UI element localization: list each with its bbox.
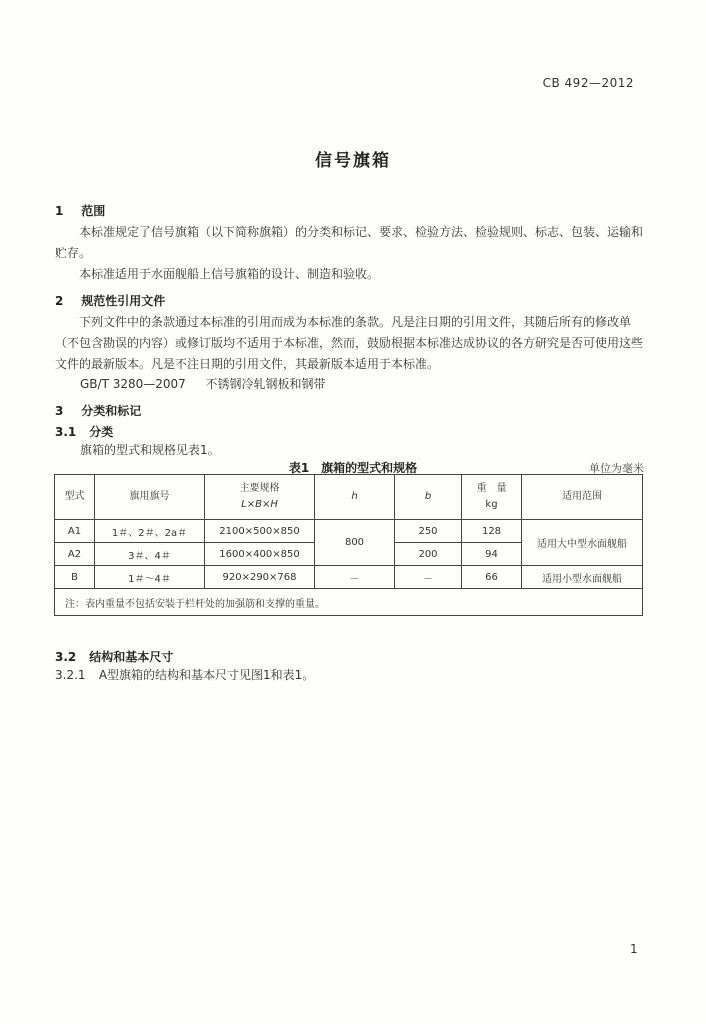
section-number: 3.2.1: [55, 668, 86, 682]
section-title: 分类: [89, 425, 114, 439]
header-spec-dimensions: L×B×H: [241, 499, 278, 510]
cell-spec: 920×290×768: [205, 566, 315, 589]
cell-h-merged: 800: [315, 520, 395, 566]
normative-reference: [80, 375, 325, 392]
spec-table: [54, 474, 643, 616]
reference-title: 不锈钢冷轧钢板和钢带: [205, 377, 326, 391]
reference-code: GB/T 3280—2007: [80, 377, 186, 391]
page-title: 信号旗箱: [315, 151, 391, 171]
table-row: [55, 520, 643, 543]
header-spec-label: 主要规格: [239, 483, 280, 494]
section-1-paragraph-2: 本标准适用于水面舰船上信号旗箱的设计、制造和验收。: [79, 267, 380, 281]
header-type: 型式: [55, 475, 95, 520]
section-title: 结构和基本尺寸: [89, 650, 174, 664]
cell-flag-no: 1＃～4＃: [95, 566, 205, 589]
section-number: 3.2: [55, 650, 77, 664]
cell-b: 250: [395, 520, 462, 543]
standard-code: CB 492—2012: [542, 76, 634, 90]
section-3-heading: [55, 402, 141, 419]
table-unit: 单位为毫米: [589, 462, 644, 475]
subsection-3-2-1-text: A型旗箱的结构和基本尺寸见图1和表1。: [98, 668, 315, 682]
section-1-heading: [55, 202, 105, 219]
table-header-row: [55, 475, 643, 520]
page-number: 1: [630, 942, 638, 956]
header-scope: 适用范围: [522, 475, 643, 520]
table-title: 表1 旗箱的型式和规格: [288, 461, 418, 475]
header-spec: [205, 475, 315, 520]
header-h: h: [315, 475, 395, 520]
header-flag-no: 旗用旗号: [95, 475, 205, 520]
section-number: 3.1: [55, 425, 77, 439]
cell-weight: 128: [462, 520, 522, 543]
section-2-heading: [55, 292, 165, 309]
header-weight-label: 重 量: [476, 483, 507, 494]
cell-b: 200: [395, 543, 462, 566]
cell-h: －: [315, 566, 395, 589]
cell-weight: 94: [462, 543, 522, 566]
section-title: 范围: [81, 204, 106, 218]
cell-weight: 66: [462, 566, 522, 589]
cell-flag-no: 1＃、2＃、2a＃: [95, 520, 205, 543]
section-number: 2: [55, 294, 64, 308]
header-weight: [462, 475, 522, 520]
cell-spec: 2100×500×850: [205, 520, 315, 543]
subsection-3-2-heading: [55, 648, 173, 665]
section-number: 3: [55, 404, 64, 418]
section-title: 规范性引用文件: [81, 294, 166, 308]
section-1-paragraph-1: 本标准规定了信号旗箱（以下简称旗箱）的分类和标记、要求、检验方法、检验规则、标志、包装、运输和贮存。: [55, 225, 644, 260]
table-note-row: [55, 589, 643, 616]
section-2-paragraph-1: 下列文件中的条款通过本标准的引用而成为本标准的条款。凡是注日期的引用文件，其随后所有的修改单（不包含勘误的内容）或修订版均不适用于本标准，然而，鼓励根据本标准达成协议的各方研究是否可使用这些文件的最新版本。凡是不注日期的引用文件，其最新版本适用于本标准。: [55, 315, 644, 371]
cell-spec: 1600×400×850: [205, 543, 315, 566]
subsection-3-2-1: [55, 666, 314, 683]
cell-b: －: [395, 566, 462, 589]
cell-scope-merged: 适用大中型水面舰船: [522, 520, 643, 566]
header-weight-unit: kg: [485, 499, 498, 510]
section-number: 1: [55, 204, 64, 218]
table-note: 注：表内重量不包括安装于栏杆处的加强筋和支撑的重量。: [55, 589, 643, 616]
header-b: b: [395, 475, 462, 520]
cell-flag-no: 3＃、4＃: [95, 543, 205, 566]
cell-type: B: [55, 566, 95, 589]
table-row: [55, 566, 643, 589]
subsection-3-1-heading: [55, 423, 113, 440]
cell-type: A2: [55, 543, 95, 566]
subsection-3-1-text: 旗箱的型式和规格见表1。: [80, 443, 220, 457]
cell-scope: 适用小型水面舰船: [522, 566, 643, 589]
section-title: 分类和标记: [81, 404, 142, 418]
cell-type: A1: [55, 520, 95, 543]
